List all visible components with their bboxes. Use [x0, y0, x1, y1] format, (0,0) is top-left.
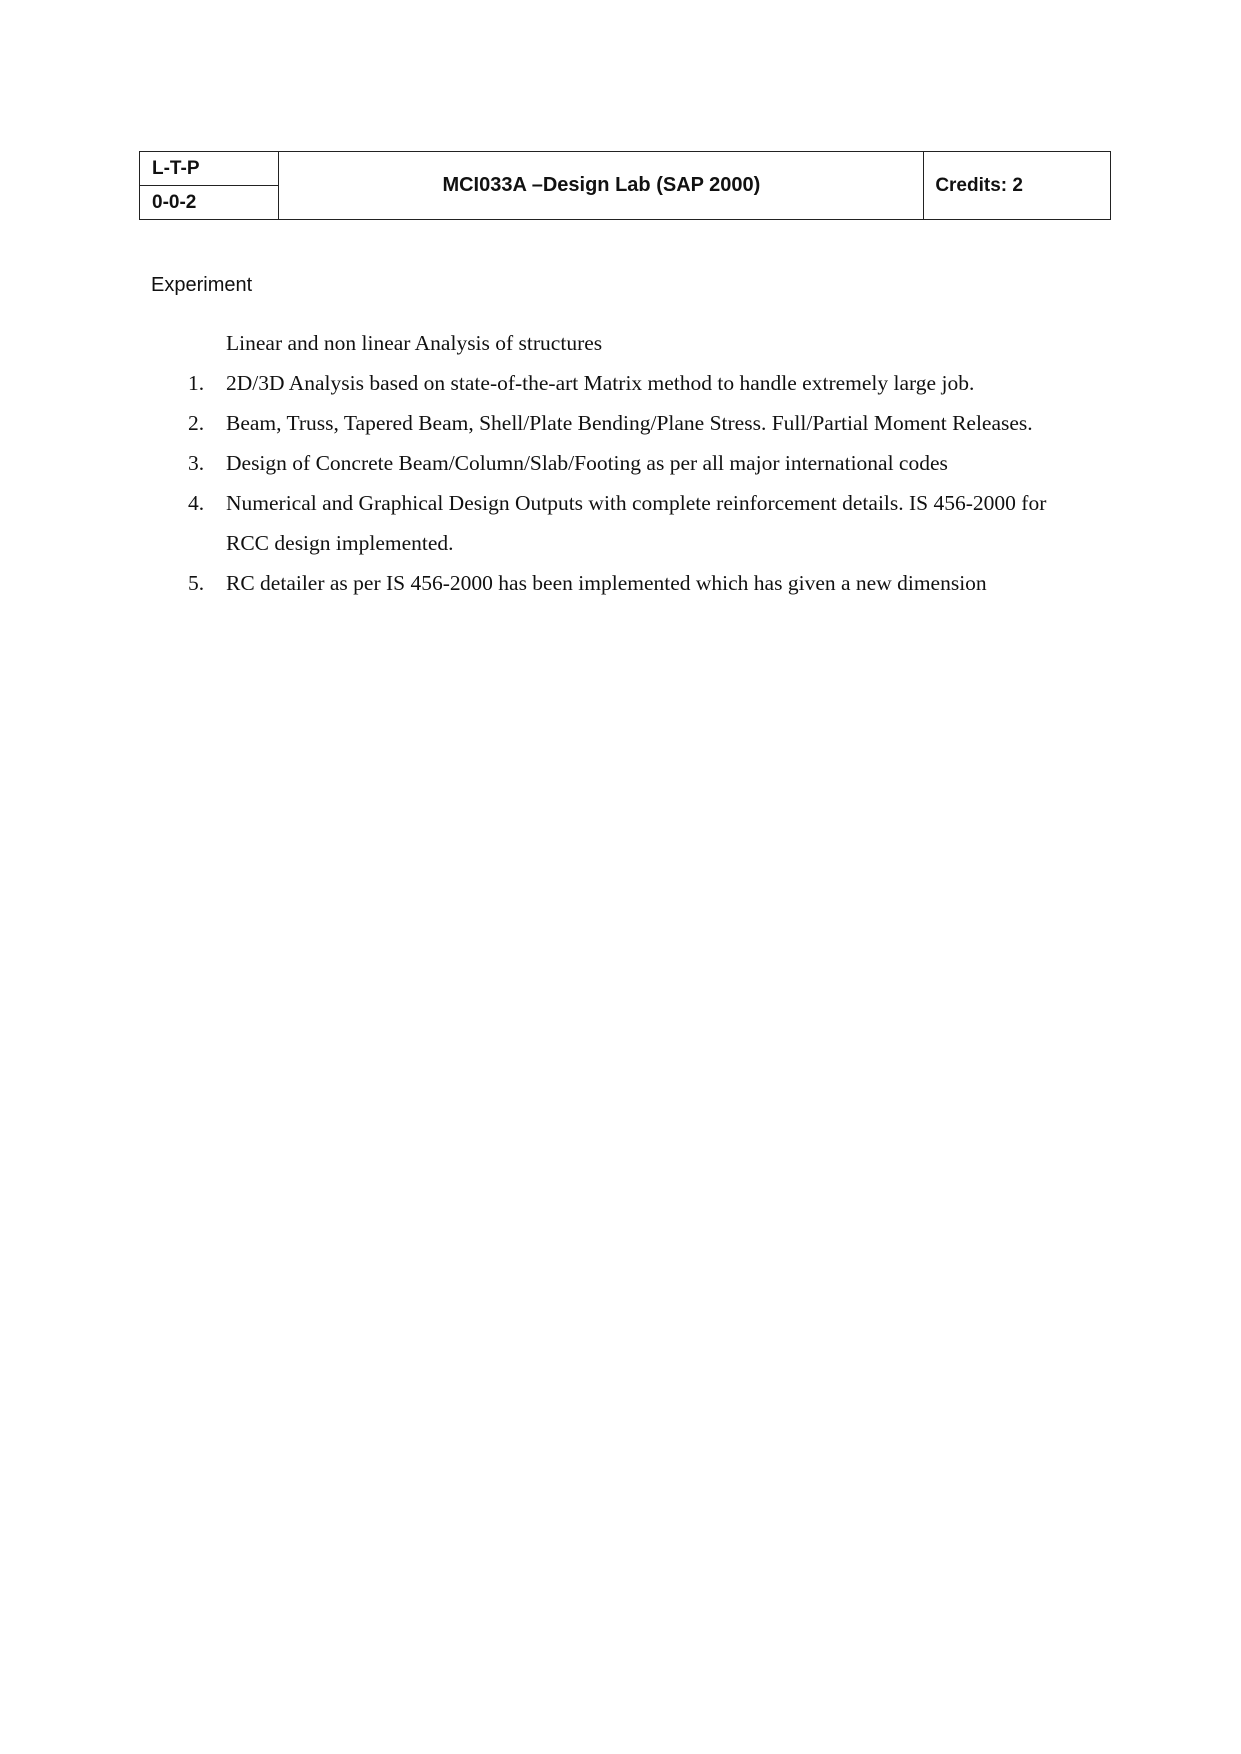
list-item-text: Numerical and Graphical Design Outputs with complete reinforcement details. IS 456-2000 for RCC design implemented.: [226, 491, 1047, 555]
list-item: [150, 483, 1070, 563]
list-item: [150, 563, 1070, 603]
list-item-number: 4.: [188, 491, 205, 515]
course-credits: Credits: 2: [924, 152, 1111, 220]
course-header-table: [139, 151, 1111, 220]
list-item-text: RC detailer as per IS 456-2000 has been implemented which has given a new dimension: [226, 571, 987, 595]
list-item-text: Beam, Truss, Tapered Beam, Shell/Plate Bending/Plane Stress. Full/Partial Moment Releases.: [226, 411, 1033, 435]
list-item-text: 2D/3D Analysis based on state-of-the-art Matrix method to handle extremely large job.: [226, 371, 975, 395]
list-item-number: 5.: [188, 571, 205, 595]
list-item: [150, 443, 1070, 483]
list-item: [150, 363, 1070, 403]
course-header-row-top: [140, 152, 1111, 186]
list-item-number: 2.: [188, 411, 205, 435]
ltp-label: L-T-P: [140, 152, 279, 186]
experiment-content: [150, 323, 1070, 603]
list-item-number: 1.: [188, 371, 205, 395]
ltp-value: 0-0-2: [140, 186, 279, 220]
list-item-number: 3.: [188, 451, 205, 475]
list-item: [150, 403, 1070, 443]
course-title: MCI033A –Design Lab (SAP 2000): [279, 152, 924, 220]
list-item-text: Design of Concrete Beam/Column/Slab/Footing as per all major international codes: [226, 451, 948, 475]
intro-line: Linear and non linear Analysis of structures: [226, 331, 603, 355]
section-heading: Experiment: [151, 274, 253, 296]
experiment-list: [150, 363, 1070, 603]
